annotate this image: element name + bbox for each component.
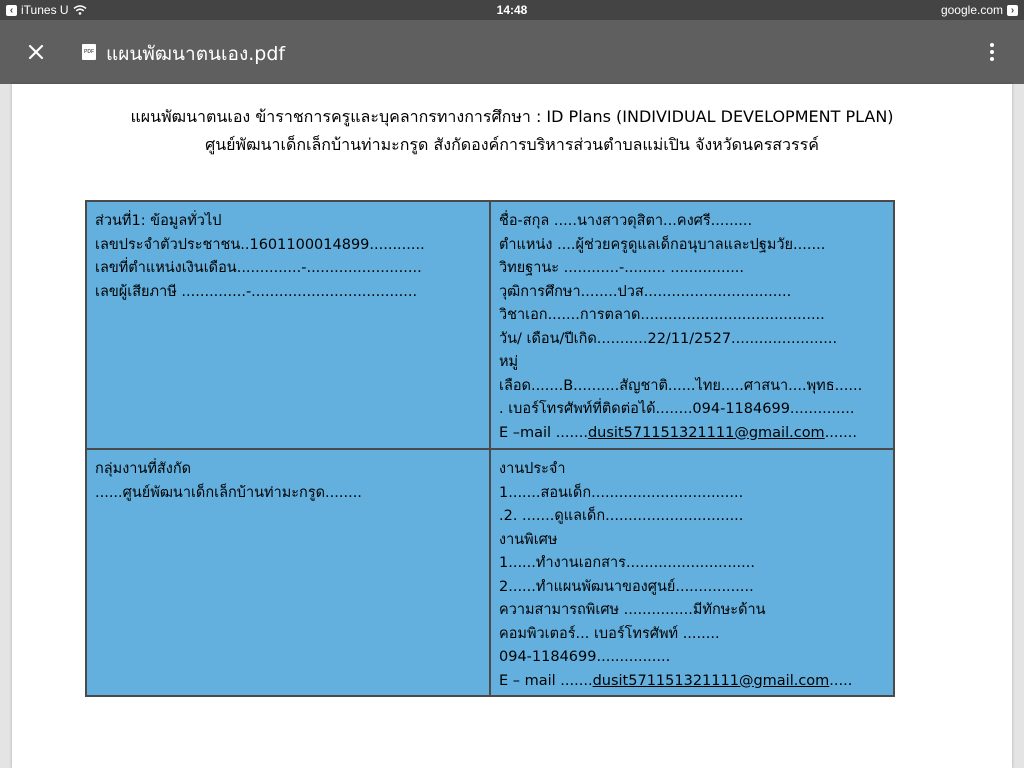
duties-email-line	[499, 670, 885, 694]
duties-cell	[491, 450, 893, 695]
personal-info-cell	[491, 202, 893, 448]
pdf-page[interactable]	[12, 84, 1012, 768]
ios-status-bar	[0, 0, 1024, 20]
back-app-label: iTunes U	[21, 3, 69, 17]
personal-info-line: . เบอร์โทรศัพท์ที่ติดต่อได้........094-1184699..............	[499, 401, 855, 417]
personal-info-line: วัน/ เดือน/ปีเกิด...........22/11/2527.......................	[499, 330, 838, 347]
general-info-line: เลขผู้เสียภาษี ..............-....................................	[95, 283, 418, 300]
pdf-viewer-toolbar	[0, 20, 1024, 84]
personal-info-line: ตำแหน่ง ....ผู้ช่วยครูดูแลเด็กอนุบาลและปฐมวัย.......	[499, 236, 826, 253]
dot-icon	[990, 57, 994, 61]
work-group-line: ......ศูนย์พัฒนาเด็กเล็กบ้านท่ามะกรูด........	[95, 484, 362, 501]
close-icon	[28, 44, 44, 60]
duties-line: 1......ทำงานเอกสาร............................	[499, 555, 755, 571]
personal-info-line: วุฒิการศึกษา........ปวส................................	[499, 283, 792, 300]
status-time: 14:48	[496, 3, 528, 17]
personal-info-line: วิทยฐานะ ............-......... ................	[499, 260, 745, 276]
duties-line: .2. .......ดูแลเด็ก..............................	[499, 508, 744, 524]
pdf-file-icon: PDF	[82, 44, 96, 60]
general-info-line: ส่วนที่1: ข้อมูลทั่วไป	[95, 213, 222, 229]
duties-line: งานพิเศษ	[499, 531, 558, 548]
more-options-button[interactable]	[978, 38, 1006, 66]
back-chevron-icon: ‹	[6, 5, 17, 16]
work-group-cell	[87, 450, 489, 695]
email-prefix: E –mail .......	[499, 424, 588, 441]
email-suffix: .....	[829, 672, 853, 689]
duties-line: งานประจำ	[499, 461, 566, 477]
dot-icon	[990, 43, 994, 47]
duties-line: ความสามารถพิเศษ ...............มีทักษะด้าน	[499, 602, 766, 618]
id-plan-table	[85, 200, 895, 697]
email-suffix: .......	[824, 424, 857, 441]
duties-line: 094-1184699................	[499, 649, 671, 665]
close-button[interactable]	[18, 34, 54, 70]
duties-line: คอมพิวเตอร์... เบอร์โทรศัพท์ ........	[499, 625, 720, 642]
duties-line: 1.......สอนเด็ก.................................	[499, 484, 744, 501]
personal-info-line: เลือด.......B..........สัญชาติ......ไทย.....ศาสนา....พุทธ......	[499, 377, 863, 394]
general-info-line: เลขที่ตำแหน่งเงินเดือน..............-.........................	[95, 260, 422, 276]
personal-info-line: ชื่อ-สกุล .....นางสาวดุสิตา...คงศรี.........	[499, 213, 753, 229]
work-group-line: กลุ่มงานที่สังกัด	[95, 461, 192, 477]
document-heading-line1: แผนพัฒนาตนเอง ข้าราชการครูและบุคลากรทางการศึกษา : ID Plans (INDIVIDUAL DEVELOPMENT PLAN)	[130, 107, 894, 126]
document-title: แผนพัฒนาตนเอง.pdf	[106, 43, 286, 65]
personal-info-line: หมู่	[499, 354, 519, 370]
email-link[interactable]: dusit571151321111@gmail.com	[587, 424, 825, 441]
forward-to-site[interactable]	[941, 3, 1018, 17]
document-heading-line2: ศูนย์พัฒนาเด็กเล็กบ้านท่ามะกรูด สังกัดองค์การบริหารส่วนตำบลแม่เปิน จังหวัดนครสวรรค์	[205, 135, 819, 154]
forward-site-label: google.com	[940, 3, 1003, 17]
duties-line: 2......ทำแผนพัฒนาของศูนย์.................	[499, 578, 754, 595]
dot-icon	[990, 50, 994, 54]
general-info-line: เลขประจำตัวประชาชน..1601100014899............	[95, 236, 425, 253]
email-prefix: E – mail .......	[499, 672, 593, 689]
general-info-cell	[87, 202, 489, 448]
forward-chevron-icon: ›	[1007, 5, 1018, 16]
email-link[interactable]: dusit571151321111@gmail.com	[592, 672, 830, 689]
personal-email-line	[499, 422, 885, 446]
personal-info-line: วิชาเอก.......การตลาด........................................	[499, 307, 825, 323]
